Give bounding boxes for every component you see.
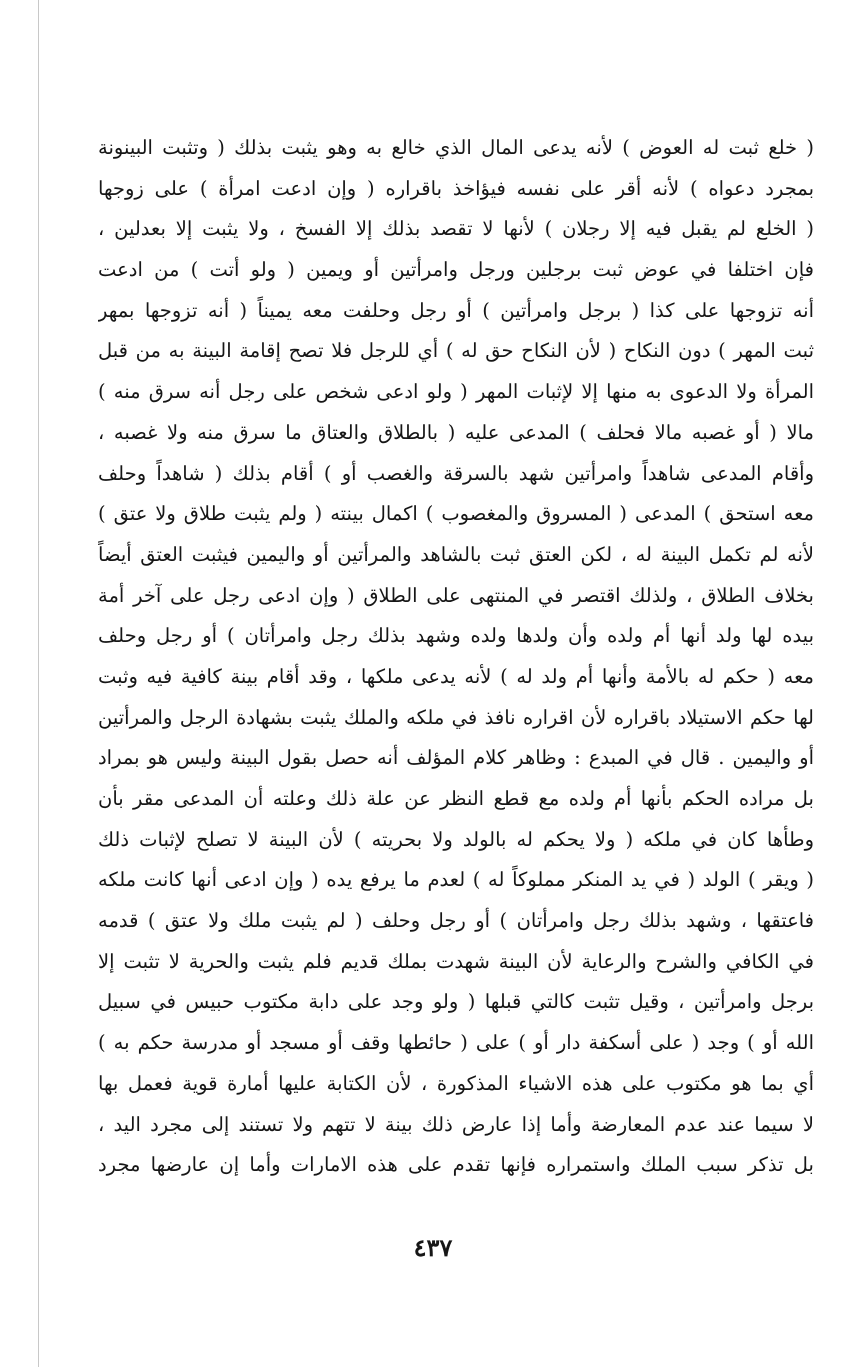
- text-line: معه ( حكم له بالأمة وأنها أم ولد له ) لأنه يدعى ملكها ، وقد أقام بينة كافية فيه وثبت: [98, 664, 814, 688]
- text-line: المرأة ولا الدعوى به منها إلا لإثبات المهر ( ولو ادعى شخص على رجل أنه سرق منه ): [98, 380, 814, 404]
- text-line: أو واليمين . قال في المبدع : وظاهر كلام المؤلف أنه حصل بقول البينة وليس هو بمراد: [98, 746, 814, 770]
- text-line: بيده لها ولد أنها أم ولده وأن ولدها ولده وشهد بذلك رجل وامرأتان ) أو رجل وحلف: [98, 624, 814, 648]
- text-line: في الكافي والشرح والرعاية لأن البينة شهدت بملك قديم فلم يثبت والحرية لا تثبت إلا: [98, 949, 814, 973]
- text-line: بل تذكر سبب الملك واستمراره فإنها تقدم على هذه الامارات وأما إن عارضها مجرد: [98, 1153, 814, 1177]
- text-line: ( ويقر ) الولد ( في يد المنكر مملوكاً له ) لعدم ما يرفع يده ( وإن ادعى أنها كانت ملكه: [98, 868, 814, 892]
- page-number: ٤٣٧: [413, 1233, 453, 1262]
- text-line: ثبت المهر ) دون النكاح ( لأن النكاح حق له ) أي للرجل فلا تصح إقامة البينة به من قبل: [98, 339, 814, 363]
- text-line: لها حكم الاستيلاد باقراره لأن اقراره نافذ في ملكه والملك يثبت بشهادة الرجل والمرأتين: [98, 705, 814, 729]
- text-line: برجل وامرأتين ، وقيل تثبت كالتي قبلها ( ولو وجد على دابة مكتوب حبيس في سبيل: [98, 990, 814, 1014]
- scan-edge-line: [38, 0, 39, 1367]
- text-line: مالا ( أو غصبه مالا فحلف ) المدعى عليه ( بالطلاق والعتاق ما سرق منه ولا غصبه ،: [98, 420, 814, 444]
- text-line: لا سيما عند عدم المعارضة وأما إذا عارض ذلك بينة لا تتهم ولا تستند إلى مجرد اليد ،: [98, 1112, 814, 1136]
- text-line: وطأها كان في ملكه ( ولا يحكم له بالولد ولا بحريته ) لأن البينة لا تصلح لإثبات ذلك: [98, 827, 814, 851]
- text-line: وأقام المدعى شاهداً وامرأتين شهد بالسرقة والغصب أو ) أقام بذلك ( شاهداً وحلف: [98, 461, 814, 485]
- text-line: أي بما هو مكتوب على هذه الاشياء المذكورة ، لأن الكتابة عليها أمارة قوية فعمل بها: [98, 1071, 814, 1095]
- text-line: بمجرد دعواه ) لأنه أقر على نفسه فيؤاخذ باقراره ( وإن ادعت امرأة ) على زوجها: [98, 176, 814, 200]
- text-line: فاعتقها ، وشهد بذلك رجل وامرأتان ) أو رجل وحلف ( لم يثبت ملك ولا عتق ) قدمه: [98, 909, 814, 933]
- text-line: ( الخلع لم يقبل فيه إلا رجلان ) لأنها لا تقصد بذلك إلا الفسخ ، ولا يثبت إلا بعدلين ،: [98, 217, 814, 241]
- text-line: بخلاف الطلاق ، ولذلك اقتصر في المنتهى على الطلاق ( وإن ادعى رجل على آخر أمة: [98, 583, 814, 607]
- text-line: معه استحق ) المدعى ( المسروق والمغصوب ) اكمال بينته ( ولم يثبت طلاق ولا عتق ): [98, 502, 814, 526]
- text-line: الله أو ) وجد ( على أسكفة دار أو ) على ( حائطها وقف أو مسجد أو مدرسة حكم به ): [98, 1031, 814, 1055]
- page-body: [98, 128, 814, 1186]
- text-line: أنه تزوجها على كذا ( برجل وامرأتين ) أو رجل وحلفت معه يميناً ( أنه تزوجها بمهر: [98, 298, 814, 322]
- text-line: لأنه لم تكمل البينة له ، لكن العتق ثبت بالشاهد والمرأتين أو واليمين فيثبت العتق أيضاً: [98, 542, 814, 566]
- text-line: ( خلع ثبت له العوض ) لأنه يدعى المال الذي خالع به وهو يثبت بذلك ( وتثبت البينونة: [98, 136, 814, 159]
- text-line: فإن اختلفا في عوض ثبت برجلين ورجل وامرأتين أو ويمين ( ولو أتت ) من ادعت: [98, 258, 814, 282]
- text-line: بل مراده الحكم بأنها أم ولده مع قطع النظر عن علة ذلك وعلته أن المدعى مقر بأن: [98, 787, 814, 810]
